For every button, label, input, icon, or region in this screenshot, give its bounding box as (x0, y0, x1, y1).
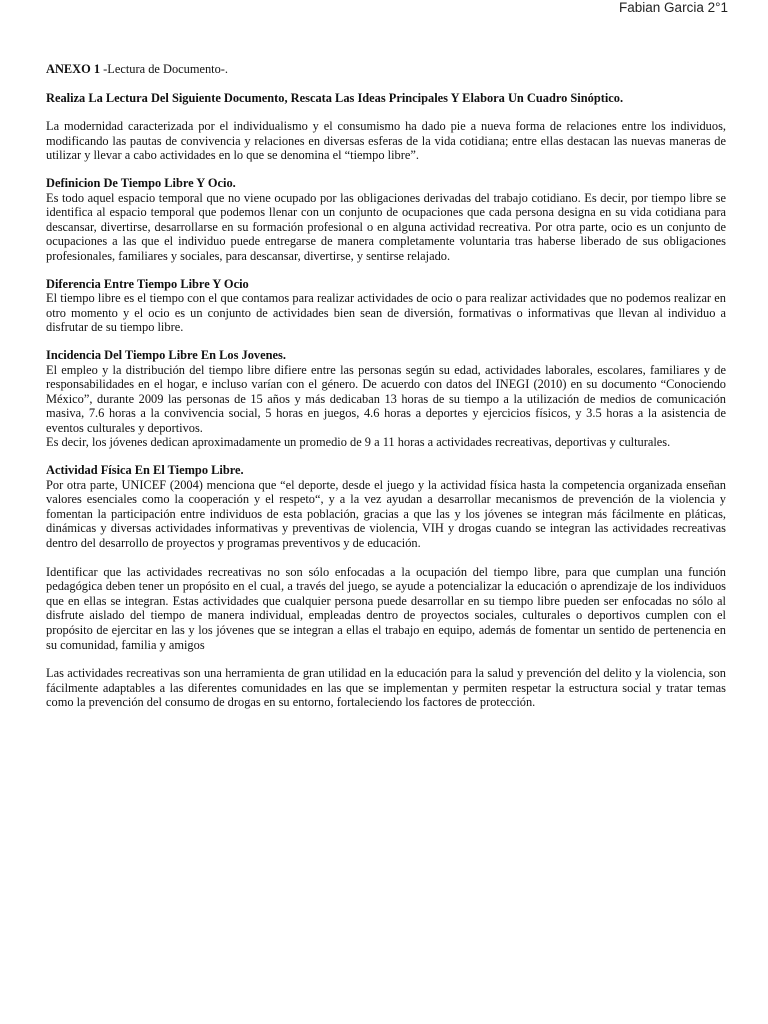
section-paragraph: Es todo aquel espacio temporal que no viene ocupado por las obligaciones derivadas del trabajo cotidiano. Es decir, por tiempo libre se identifica al espacio temporal que podemos llenar con un conjunto de ocupaciones que cada persona designa en su vida cotidiana para descansar, divertirse, desarrollarse en su formación profesional o en alguna actividad recreativa. Por otra parte, ocio es un conjunto de ocupaciones a las que el individuo puede entregarse de manera completamente voluntaria tras haberse liberado de sus obligaciones profesionales, familiares y sociales, para descansar, divertirse, y sentirse relajado. (46, 190, 726, 263)
section-paragraph: El tiempo libre es el tiempo con el que contamos para realizar actividades de ocio o para realizar actividades que no podemos realizar en otro momento y el ocio es un conjunto de actividades bien sean de diversión, formativas o informativas que llevan al individuo a disfrutar de su tiempo libre. (46, 291, 726, 335)
section-paragraph: Por otra parte, UNICEF (2004) menciona que “el deporte, desde el juego y la actividad física hasta la competencia organizada enseñan valores esenciales como la cooperación y el respeto“, y a la vez ayudan a desarrollar mecanismos de prevención de la violencia y fomentan la participación entre individuos de esta población, gracias a que las y los jóvenes se integran más fácilmente en pláticas, dinámicas y diversas actividades informativas y preventivas de violencia, VIH y drogas cuando se integran las actividades recreativas dentro del desarrollo de proyectos y programas preventivos y de educación. (46, 477, 726, 551)
intro-paragraph: La modernidad caracterizada por el individualismo y el consumismo ha dado pie a nueva forma de relaciones entre los individuos, modificando las pautas de convivencia y relaciones en diversas esferas de la vida cotidiana; entre ellas destacan las nuevas maneras de utilizar y llevar a cabo actividades en lo que se denomina el “tiempo libre”. (46, 119, 726, 163)
section-paragraph: El empleo y la distribución del tiempo libre difiere entre las personas según su edad, actividades laborales, escolares, familiares y de responsabilidades en el hogar, e incluso varían con el género. De acuerdo con datos del INEGI (2010) en su documento “Conociendo México”, durante 2009 las personas de 15 años y más dedicaban 13 horas de su tiempo a la utilización de medios de comunicación masiva, 7.6 horas a la convivencia social, 5 horas en juegos, 4.6 horas a deportes y ejercicios físicos, y 3.5 horas a la asistencia de eventos culturales y deportivos. (46, 362, 726, 435)
section-paragraph: Identificar que las actividades recreativas no son sólo enfocadas a la ocupación del tiempo libre, para que cumplan una función pedagógica deben tener un propósito en el cual, a través del juego, se ayude a potencializar la educación o aprendizaje de los individuos que en ellas se integran. Estas actividades que cualquier persona puede desarrollar en su tiempo libre pueden ser enfocadas no sólo al disfrute aislado del tiempo de manera individual, empleadas dentro de proyectos sociales, culturales o deportivos cumplen con el propósito de ejercitar en las y los jóvenes que se integran a ellas el trabajo en equipo, además de fomentar un sentido de pertenencia en su comunidad, familia y amigos (46, 564, 726, 652)
section-heading: Actividad Física En El Tiempo Libre. (46, 463, 244, 478)
instruction-heading: Realiza La Lectura Del Siguiente Documento, Rescata Las Ideas Principales Y Elabora Un Cuadro Sinóptico. (46, 90, 624, 105)
paragraph-gap (46, 652, 726, 666)
annex-line (46, 62, 726, 77)
section-heading: Definicion De Tiempo Libre Y Ocio. (46, 175, 236, 190)
section-paragraph: Es decir, los jóvenes dedican aproximadamente un promedio de 9 a 11 horas a actividades recreativas, deportivas y culturales. (46, 435, 671, 450)
annex-label: ANEXO 1 (46, 62, 101, 76)
author-header: Fabian Garcia 2°1 (619, 0, 728, 15)
section-incidencia (46, 348, 726, 450)
paragraph-gap (46, 551, 726, 565)
section-heading: Incidencia Del Tiempo Libre En Los Jovenes. (46, 347, 286, 362)
annex-subtitle: -Lectura de Documento-. (100, 62, 229, 76)
section-heading: Diferencia Entre Tiempo Libre Y Ocio (46, 276, 249, 291)
document-body (46, 62, 726, 710)
section-paragraph: Las actividades recreativas son una herramienta de gran utilidad en la educación para la salud y prevención del delito y la violencia, son fácilmente adaptables a las diferentes comunidades en las que se implementan y permiten respetar la estructura social y tratar temas como la prevención del consumo de drogas en su entorno, fortaleciendo los factores de protección. (46, 666, 726, 710)
section-diferencia (46, 277, 726, 335)
section-definicion (46, 176, 726, 264)
section-actividad-fisica (46, 463, 726, 710)
